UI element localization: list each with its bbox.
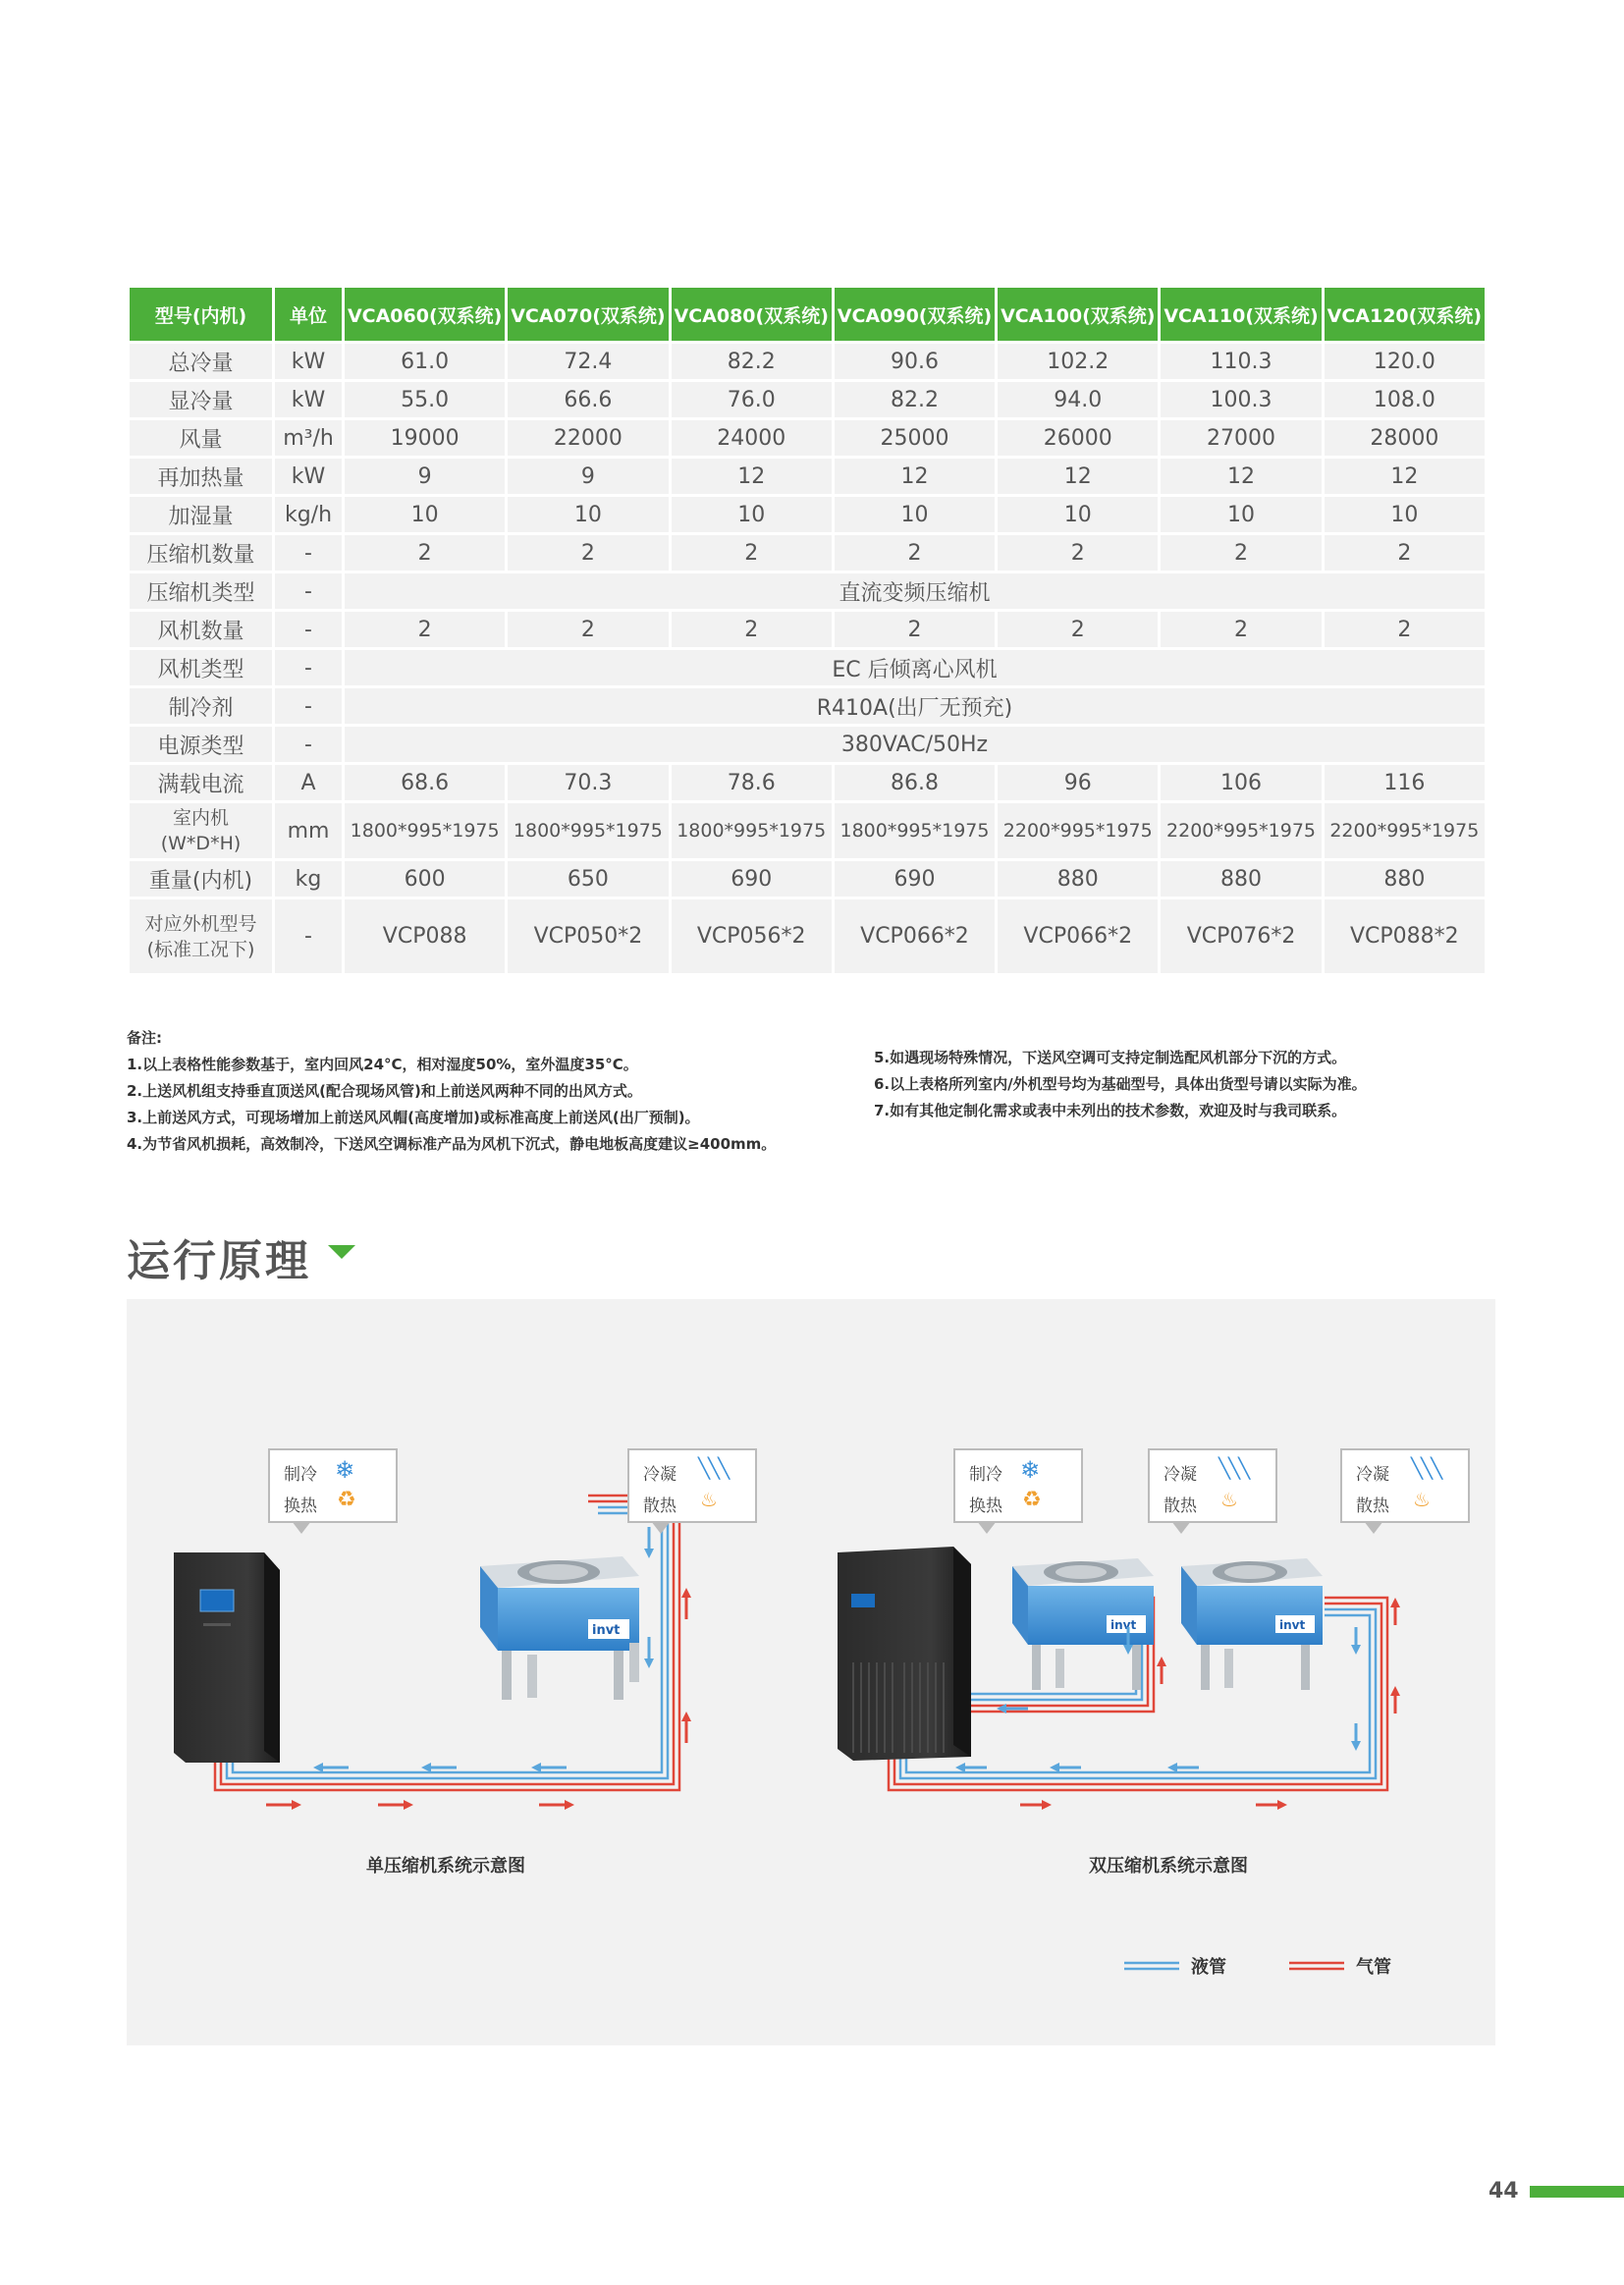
table-row-dims [130,803,1485,858]
table-cell: 90.6 [835,344,995,379]
outdoor-unit-a [1012,1558,1154,1690]
table-cell: 2 [672,535,832,571]
row-label: 满载电流 [130,765,272,800]
wind-icon: ╲╲╲ [1218,1456,1249,1480]
table-cell: 86.8 [835,765,995,800]
table-cell: 9 [508,459,668,494]
row-label [130,899,272,973]
note-item: 2.上送风机组支持垂直顶送风(配合现场风管)和上前送风两种不同的出风方式。 [127,1082,642,1100]
table-header-row [130,288,1485,341]
indoor-unit-single [174,1552,280,1763]
table-cell: 2 [345,535,505,571]
row-unit: kW [275,344,342,379]
note-item: 3.上前送风方式，可现场增加上前送风风帽(高度增加)或标准高度上前送风(出厂预制)。 [127,1109,700,1126]
brand-logo: invt [1279,1618,1306,1632]
row-label: 压缩机数量 [130,535,272,571]
table-cell: VCP076*2 [1161,899,1321,973]
table-cell: 61.0 [345,344,505,379]
row-unit: - [275,573,342,609]
bubble-line-condense: 冷凝 [1356,1465,1389,1485]
row-unit: - [275,612,342,647]
snowflake-icon: ❄ [335,1456,355,1484]
spec-table-body [130,344,1485,973]
table-row [130,727,1485,762]
heat-sink-icon: ♨ [1413,1488,1431,1511]
heat-sink-icon: ♨ [1220,1488,1238,1511]
row-label-line: (W*D*H) [160,833,242,854]
row-unit: - [275,650,342,685]
row-label: 压缩机类型 [130,573,272,609]
table-cell: 72.4 [508,344,668,379]
table-cell: 1800*995*1975 [345,803,505,858]
row-unit: kW [275,382,342,417]
wind-icon: ╲╲╲ [1411,1456,1441,1480]
header-cell: VCA070(双系统) [508,288,668,341]
table-row-weight [130,861,1485,897]
table-cell: 2 [835,535,995,571]
table-cell: 10 [998,497,1158,532]
note-item: 1.以上表格性能参数基于，室内回风24°C，相对湿度50%，室外温度35°C。 [127,1056,638,1073]
table-cell: 28000 [1325,420,1485,456]
table-cell: 2 [1161,612,1321,647]
row-label: 总冷量 [130,344,272,379]
table-cell: 2 [835,612,995,647]
table-cell: 2200*995*1975 [998,803,1158,858]
table-cell: 2 [998,535,1158,571]
table-cell: 24000 [672,420,832,456]
row-label: 再加热量 [130,459,272,494]
table-row [130,612,1485,647]
triangle-down-icon [328,1245,355,1259]
notes-title: 备注: [127,1029,162,1047]
table-cell: 1800*995*1975 [508,803,668,858]
row-label: 制冷剂 [130,688,272,724]
row-unit: A [275,765,342,800]
header-cell: VCA090(双系统) [835,288,995,341]
section-title: 运行原理 [127,1236,311,1286]
table-cell: 10 [345,497,505,532]
table-row [130,344,1485,379]
table-cell: 110.3 [1161,344,1321,379]
table-cell: 55.0 [345,382,505,417]
table-cell: 690 [835,861,995,897]
table-cell: 68.6 [345,765,505,800]
table-cell: 100.3 [1161,382,1321,417]
legend-gas-line [1289,1963,1344,1969]
row-label: 风机类型 [130,650,272,685]
table-cell: 10 [508,497,668,532]
table-cell: 880 [1161,861,1321,897]
row-label: 电源类型 [130,727,272,762]
heat-exchange-icon: ♻ [337,1488,356,1512]
indoor-bubble-single [268,1448,398,1523]
diagram-panel [127,1299,1495,2045]
row-unit: - [275,899,342,973]
outdoor-bubble-double-a [1148,1448,1277,1523]
table-cell: 22000 [508,420,668,456]
table-cell: 12 [1161,459,1321,494]
table-cell: VCP088*2 [1325,899,1485,973]
table-cell: 10 [1325,497,1485,532]
table-cell-merged: 380VAC/50Hz [345,727,1485,762]
table-cell: VCP066*2 [835,899,995,973]
caption-double-compressor: 双压缩机系统示意图 [1089,1856,1248,1877]
header-cell: VCA060(双系统) [345,288,505,341]
legend-gas-label: 气管 [1356,1957,1391,1978]
table-cell: VCP050*2 [508,899,668,973]
bubble-line-condense: 冷凝 [643,1465,677,1485]
footer-accent-bar [1530,2186,1624,2198]
table-cell-merged: EC 后倾离心风机 [345,650,1485,685]
table-cell: 2 [508,535,668,571]
table-row [130,650,1485,685]
bubble-line-cooling: 制冷 [969,1465,1002,1485]
row-label: 重量(内机) [130,861,272,897]
note-item: 5.如遇现场特殊情况，下送风空调可支持定制选配风机部分下沉的方式。 [874,1049,1347,1066]
header-cell: VCA080(双系统) [672,288,832,341]
double-compressor-diagram [838,1547,1400,1810]
bubble-line-dissipate: 散热 [1164,1496,1197,1516]
table-row [130,382,1485,417]
table-cell: 650 [508,861,668,897]
outdoor-bubble-double-b [1340,1448,1470,1523]
notes-left [127,1025,776,1158]
notes-right [874,1045,1367,1124]
bubble-line-exchange: 换热 [284,1496,317,1516]
table-cell: 600 [345,861,505,897]
note-item: 6.以上表格所列室内/外机型号均为基础型号，具体出货型号请以实际为准。 [874,1075,1367,1093]
table-cell: 9 [345,459,505,494]
row-label-line: 对应外机型号 [144,912,257,935]
table-cell: 26000 [998,420,1158,456]
bubble-line-condense: 冷凝 [1164,1465,1197,1485]
table-row [130,420,1485,456]
row-label-line: (标准工况下) [146,938,255,960]
table-cell: 94.0 [998,382,1158,417]
table-cell: 25000 [835,420,995,456]
table-cell-merged: R410A(出厂无预充) [345,688,1485,724]
wind-icon: ╲╲╲ [698,1456,729,1480]
outdoor-unit-single [480,1556,639,1700]
row-label [130,803,272,858]
note-item: 4.为节省风机损耗，高效制冷，下送风空调标准产品为风机下沉式，静电地板高度建议≥400mm。 [127,1135,777,1153]
legend-liquid-line [1124,1963,1179,1969]
row-label: 风量 [130,420,272,456]
row-unit: kW [275,459,342,494]
table-cell: 2 [508,612,668,647]
table-cell: 880 [998,861,1158,897]
table-cell: 2 [672,612,832,647]
row-unit: - [275,688,342,724]
table-cell: 2 [998,612,1158,647]
header-cell: 型号(内机) [130,288,272,341]
table-row [130,535,1485,571]
diagram-svg [127,1299,1495,2045]
table-cell: 116 [1325,765,1485,800]
table-row-outdoor [130,899,1485,973]
table-cell: 27000 [1161,420,1321,456]
header-cell: VCA100(双系统) [998,288,1158,341]
outdoor-bubble-single [627,1448,757,1523]
table-cell: 2 [1325,612,1485,647]
outdoor-unit-b [1181,1558,1323,1690]
table-cell: 78.6 [672,765,832,800]
table-cell: 12 [1325,459,1485,494]
table-cell: 2 [345,612,505,647]
row-label: 显冷量 [130,382,272,417]
table-cell: 76.0 [672,382,832,417]
single-compressor-diagram [174,1496,691,1810]
table-cell: 2 [1161,535,1321,571]
table-cell: 108.0 [1325,382,1485,417]
table-row [130,497,1485,532]
table-cell: 82.2 [835,382,995,417]
table-cell: 96 [998,765,1158,800]
row-unit: mm [275,803,342,858]
table-row [130,765,1485,800]
table-cell: 82.2 [672,344,832,379]
table-cell: 880 [1325,861,1485,897]
table-cell: 120.0 [1325,344,1485,379]
bubble-line-cooling: 制冷 [284,1465,317,1485]
row-unit: - [275,727,342,762]
row-label-line: 室内机 [172,807,229,829]
row-unit: kg/h [275,497,342,532]
table-cell: 70.3 [508,765,668,800]
header-cell: VCA120(双系统) [1325,288,1485,341]
table-cell: 19000 [345,420,505,456]
table-cell: 1800*995*1975 [672,803,832,858]
row-unit: - [275,535,342,571]
table-cell: VCP066*2 [998,899,1158,973]
row-unit: m³/h [275,420,342,456]
table-cell: 1800*995*1975 [835,803,995,858]
indoor-unit-double [838,1547,971,1761]
header-cell: VCA110(双系统) [1161,288,1321,341]
table-cell: 10 [835,497,995,532]
table-cell: 12 [835,459,995,494]
table-cell: 2200*995*1975 [1325,803,1485,858]
table-cell: 66.6 [508,382,668,417]
indoor-bubble-double [953,1448,1083,1523]
bubble-line-dissipate: 散热 [643,1496,677,1516]
bubble-line-dissipate: 散热 [1356,1496,1389,1516]
table-cell: 12 [998,459,1158,494]
table-cell: 102.2 [998,344,1158,379]
table-row [130,459,1485,494]
table-cell: 12 [672,459,832,494]
legend-liquid-label: 液管 [1191,1957,1226,1978]
note-item: 7.如有其他定制化需求或表中未列出的技术参数，欢迎及时与我司联系。 [874,1102,1347,1119]
row-label: 加湿量 [130,497,272,532]
table-row [130,688,1485,724]
table-cell-merged: 直流变频压缩机 [345,573,1485,609]
bubble-line-exchange: 换热 [969,1496,1002,1516]
table-cell: 690 [672,861,832,897]
table-cell: 106 [1161,765,1321,800]
table-cell: VCP088 [345,899,505,973]
heat-exchange-icon: ♻ [1022,1488,1042,1512]
row-label: 风机数量 [130,612,272,647]
caption-single-compressor: 单压缩机系统示意图 [366,1856,525,1877]
header-cell: 单位 [275,288,342,341]
snowflake-icon: ❄ [1020,1456,1041,1484]
table-cell: 2 [1325,535,1485,571]
heat-sink-icon: ♨ [700,1488,718,1511]
row-unit: kg [275,861,342,897]
table-cell: VCP056*2 [672,899,832,973]
spec-table [127,285,1488,976]
table-cell: 10 [1161,497,1321,532]
brand-logo: invt [592,1623,621,1638]
table-cell: 10 [672,497,832,532]
page-number: 44 [1489,2179,1519,2203]
table-row [130,573,1485,609]
brand-logo: invt [1110,1618,1137,1632]
table-cell: 2200*995*1975 [1161,803,1321,858]
